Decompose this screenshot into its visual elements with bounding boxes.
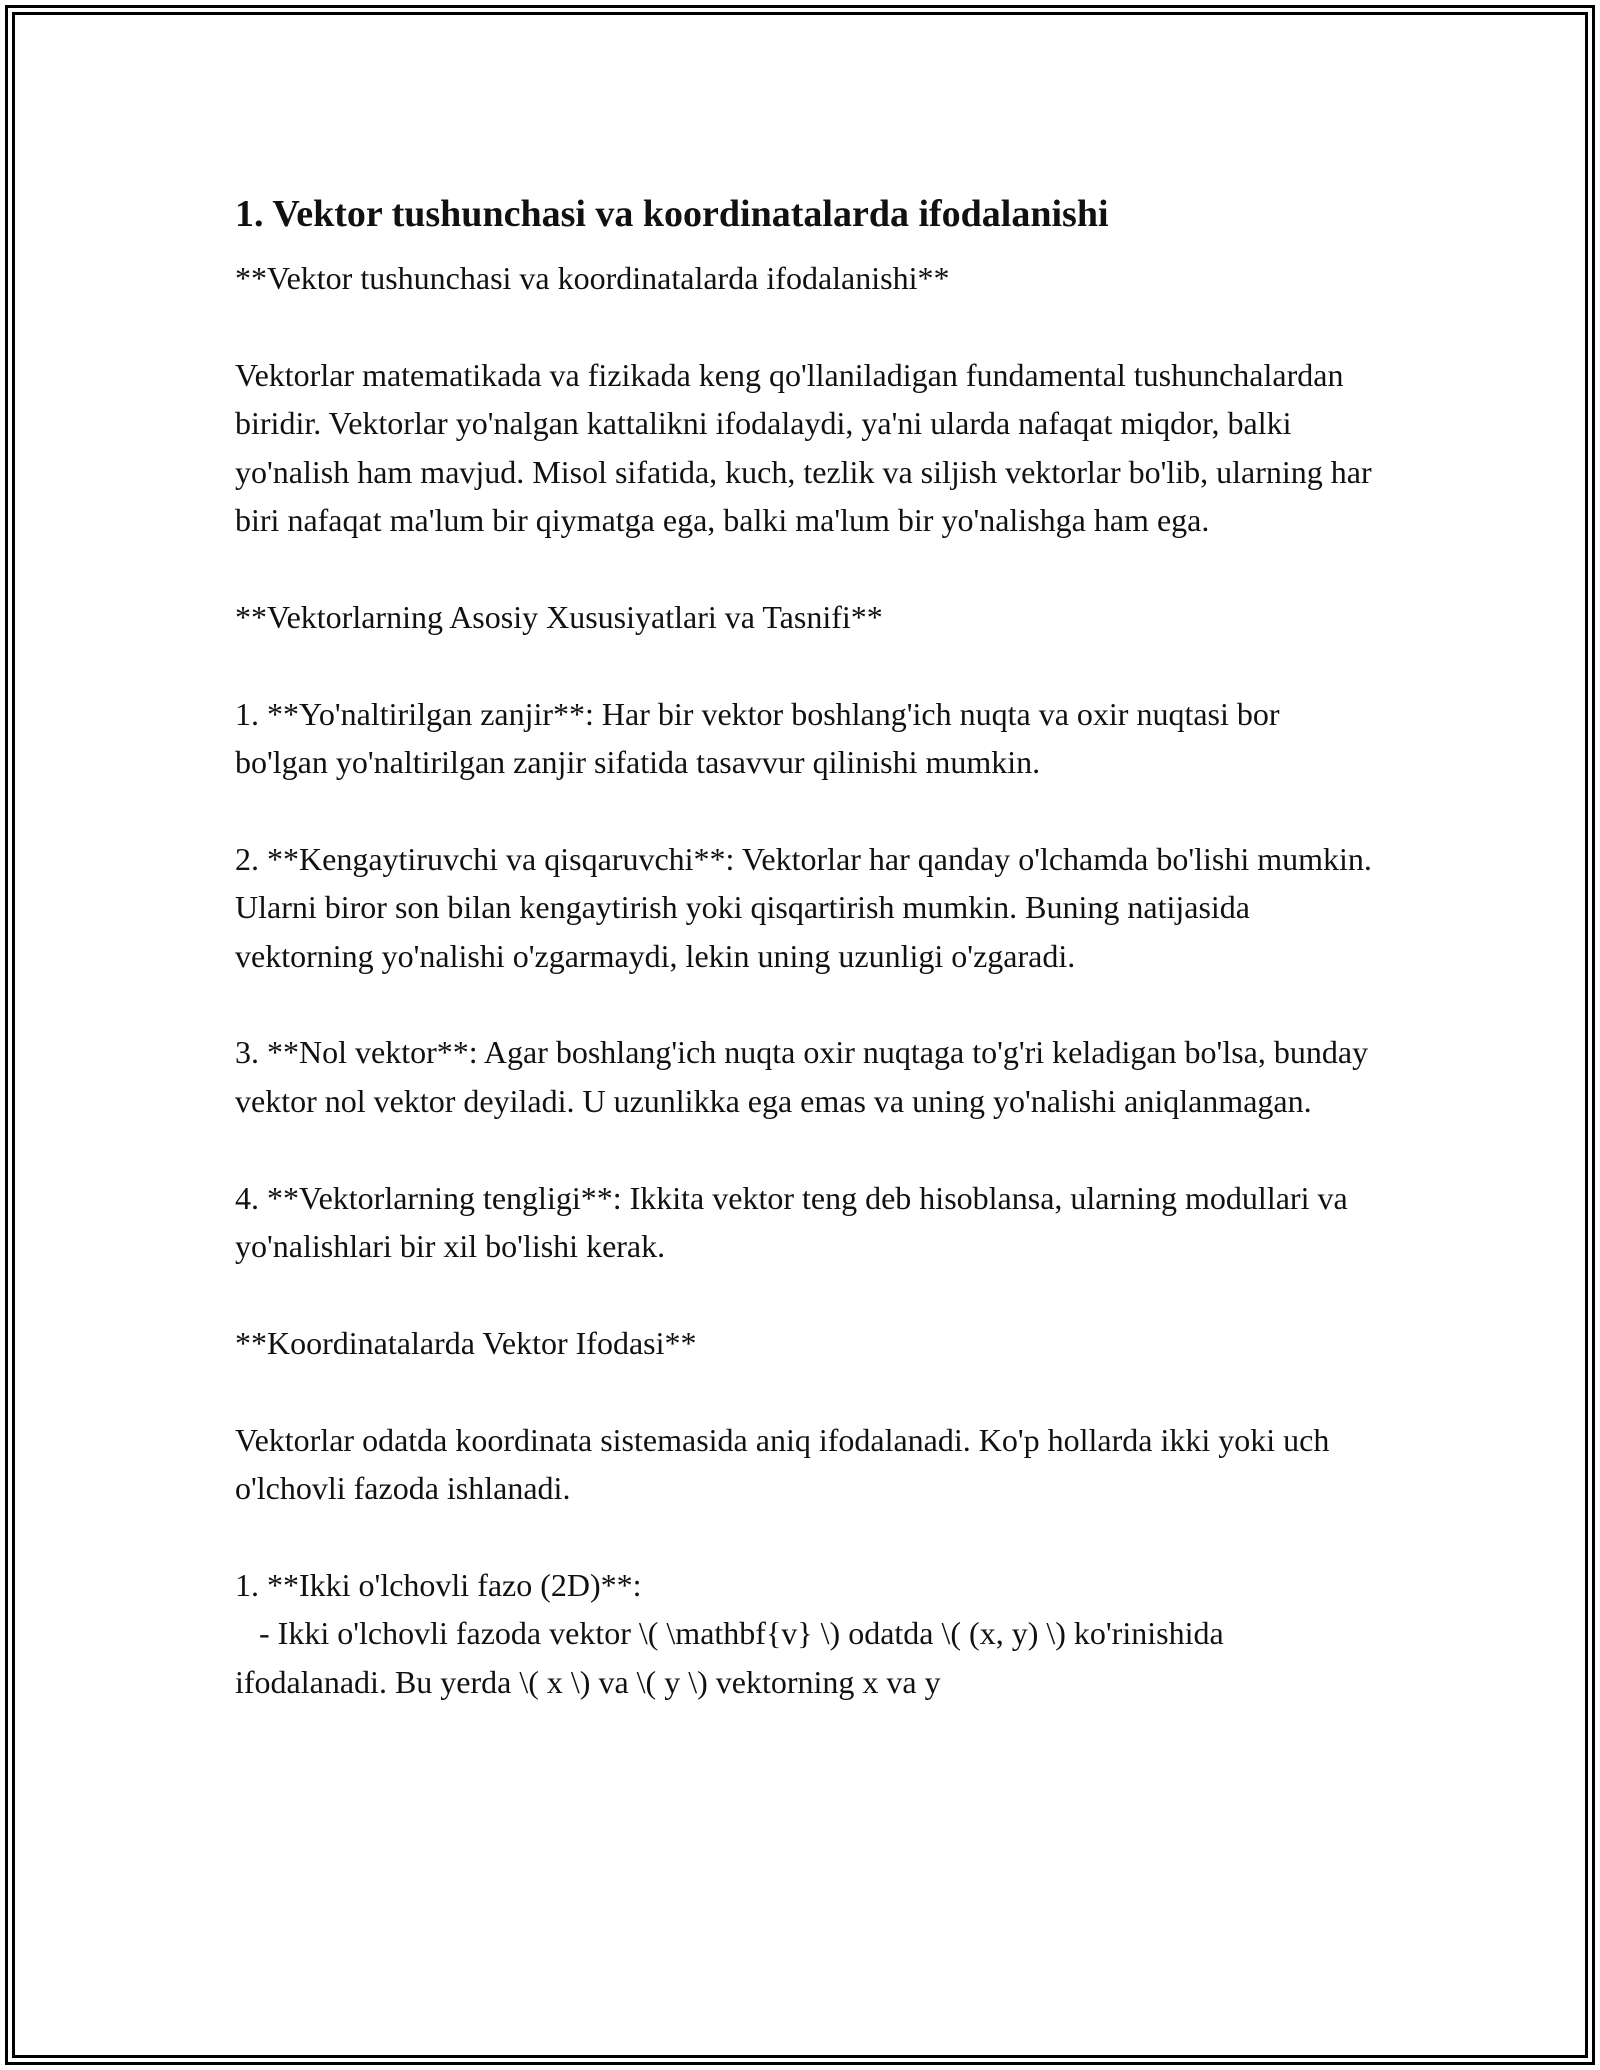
list-item-zero-vector: 3. **Nol vektor**: Agar boshlang'ich nuqta oxir nuqtaga to'g'ri keladigan bo'lsa, bunday vektor nol vektor deyiladi. U uzunlikka ega emas va uning yo'nalishi aniqlanmagan.	[235, 1034, 1377, 1119]
paragraph-section-heading: **Vektor tushunchasi va koordinatalarda ifodalanishi**	[235, 260, 950, 296]
paragraph-properties-heading: **Vektorlarning Asosiy Xususiyatlari va Tasnifi**	[235, 598, 883, 635]
document-title: 1. Vektor tushunchasi va koordinatalarda ifodalanishi	[235, 193, 1109, 235]
paragraph-intro: Vektorlar matematikada va fizikada keng qo'llaniladigan fundamental tushunchalardan biridir. Vektorlar yo'nalgan kattalikni ifodalaydi, ya'ni ularda nafaqat miqdor, balki yo'nalish ham mavjud. Misol sifatida, kuch, tezlik va siljish vektorlar bo'lib, ularning har biri nafaqat ma'lum bir qiymatga ega, balki ma'lum bir yo'nalishga ham ega.	[235, 356, 1380, 539]
list-item-vector-equality: 4. **Vektorlarning tengligi**: Ikkita vektor teng deb hisoblansa, ularning modullari va yo'nalishlari bir xil bo'lishi kerak.	[235, 1179, 1356, 1265]
paragraph-coordinates-heading: **Koordinatalarda Vektor Ifodasi**	[235, 1324, 697, 1361]
list-item-2d-space: 1. **Ikki o'lchovli fazo (2D)**: - Ikki o'lchovli fazoda vektor \( \mathbf{v} \) odatda \( (x, y) \) ko'rinishida ifodalanadi. Bu yerda \( x \) va \( y \) vektorning x va y	[235, 1566, 1224, 1700]
list-item-scaling: 2. **Kengaytiruvchi va qisqaruvchi**: Vektorlar har qanday o'lchamda bo'lishi mumkin. Ularni biror son bilan kengaytirish yoki qisqartirish mumkin. Buning natijasida vektorning yo'nalishi o'zgarmaydi, lekin uning uzunligi o'zgaradi.	[235, 840, 1380, 974]
paragraph-coordinates-intro: Vektorlar odatda koordinata sistemasida aniq ifodalanadi. Ko'p hollarda ikki yoki uch o'lchovli fazoda ishlanadi.	[235, 1421, 1338, 1507]
list-item-directed-chain: 1. **Yo'naltirilgan zanjir**: Har bir vektor boshlang'ich nuqta va oxir nuqtasi bor bo'lgan yo'naltirilgan zanjir sifatida tasavvur qilinishi mumkin.	[235, 695, 1288, 781]
document-body	[235, 186, 1380, 1706]
